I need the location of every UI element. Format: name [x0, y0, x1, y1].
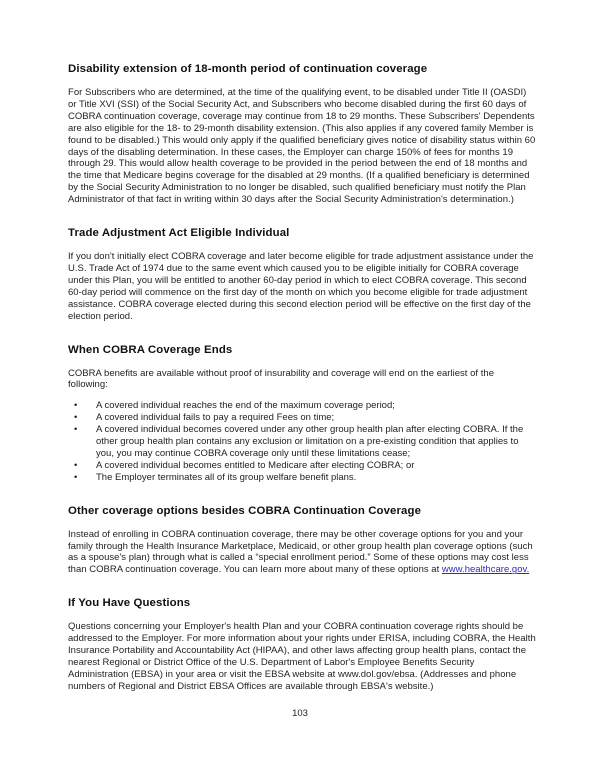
section-heading-trade-adjustment-act: Trade Adjustment Act Eligible Individual: [68, 227, 290, 240]
list-item: [68, 424, 536, 460]
list-item-label: A covered individual fails to pay a required Fees on time;: [96, 412, 335, 424]
list-item-label: The Employer terminates all of its group welfare benefit plans.: [96, 471, 357, 483]
list-item-label: A covered individual reaches the end of the maximum coverage period;: [96, 400, 395, 412]
paragraph-when-cobra-coverage-ends: COBRA benefits are available without proof of insurability and coverage will end on the earliest of the following:: [68, 367, 495, 391]
section-other-coverage-options: [68, 504, 536, 577]
section-disability-extension: [68, 62, 536, 206]
section-heading-disability-extension: Disability extension of 18-month period of continuation coverage: [68, 63, 428, 75]
document-content: [68, 62, 536, 693]
paragraph-trade-adjustment-act: If you don't initially elect COBRA coverage and later become eligible for trade adjustment assistance under the U.S. Trade Act of 1974 due to the same event which caused you to be eligible initially for COBRA coverage under this Plan, you will be entitled to another 60-day period in which to elect COBRA coverage. This second 60-day period will commence on the first day of the month on which you become eligible for trade adjustment assistance. COBRA coverage elected during this second election period will be effective on the first day of the election period.: [68, 251, 534, 322]
coverage-end-conditions-list: [68, 400, 536, 483]
list-item: [68, 412, 536, 424]
section-heading-if-you-have-questions: If You Have Questions: [68, 597, 191, 610]
bullet-icon: •: [74, 459, 78, 471]
section-trade-adjustment-act: [68, 226, 536, 322]
bullet-icon: •: [74, 424, 78, 436]
list-item: [68, 460, 536, 472]
section-heading-other-coverage-options: Other coverage options besides COBRA Continuation Coverage: [68, 504, 422, 517]
section-heading-when-cobra-coverage-ends: When COBRA Coverage Ends: [68, 343, 233, 356]
list-item-label: A covered individual becomes entitled to Medicare after electing COBRA; or: [96, 459, 415, 471]
list-item: [68, 400, 536, 412]
paragraph-disability-extension: For Subscribers who are determined, at the time of the qualifying event, to be disabled under Title II (OASDI) or Title XVI (SSI) of the Social Security Act, and Subscribers who become disabled during the first 60 days of COBRA continuation coverage, coverage may continue from 18 to 29 months. These Subscribers' Dependents are also eligible for the 18- to 29-month disability extension. (This also applies if any covered family Member is found to be disabled.) This would only apply if the qualified beneficiary gives notice of disability status within 60 days of the disabling determination. In these cases, the Employer can charge 150% of fees for months 19 through 29. This would allow health coverage to be provided in the period between the end of 18 months and the time that Medicare begins coverage for the disabled at 29 months. (If a qualified beneficiary is determined by the Social Security Administration to no longer be disabled, such qualified beneficiary must notify the Plan Administrator of that fact in writing within 30 days after the Social Security Administration's determination.): [68, 87, 536, 206]
bullet-icon: •: [74, 412, 78, 424]
page-number: 103: [292, 708, 308, 719]
paragraph-if-you-have-questions: Questions concerning your Employer's health Plan and your COBRA continuation coverage rights should be addressed to the Employer. For more information about your rights under ERISA, including COBRA, the Health Insurance Portability and Accountability Act (HIPAA), and other laws affecting group health plans, contact the nearest Regional or District Office of the U.S. Department of Labor's Employee Benefits Security Administration (EBSA) in your area or visit the EBSA website at www.dol.gov/ebsa. (Addresses and phone numbers of Regional and District EBSA Offices are available through EBSA's website.): [68, 621, 536, 692]
paragraph-text-before-link: Instead of enrolling in COBRA continuation coverage, there may be other coverage options for you and your family through the Health Insurance Marketplace, Medicaid, or other group health plan coverage options (such as a spouse's plan) through what is called a “special enrollment period.” Some of these options may cost less than COBRA continuation coverage. You can learn more about many of these options at: [68, 528, 533, 576]
bullet-icon: •: [74, 400, 78, 412]
bullet-icon: •: [74, 471, 78, 483]
section-when-cobra-coverage-ends: [68, 343, 536, 484]
healthcare-gov-link[interactable]: www.healthcare.gov.: [441, 564, 530, 576]
list-item: [68, 472, 536, 484]
section-if-you-have-questions: [68, 596, 536, 692]
list-item-label: A covered individual becomes covered under any other group health plan after electing COBRA. If the other group health plan contains any exclusion or limitation on a pre-existing condition that applies to you, you may continue COBRA coverage only until these limitations cease;: [96, 424, 524, 459]
paragraph-other-coverage-options: [68, 529, 536, 577]
